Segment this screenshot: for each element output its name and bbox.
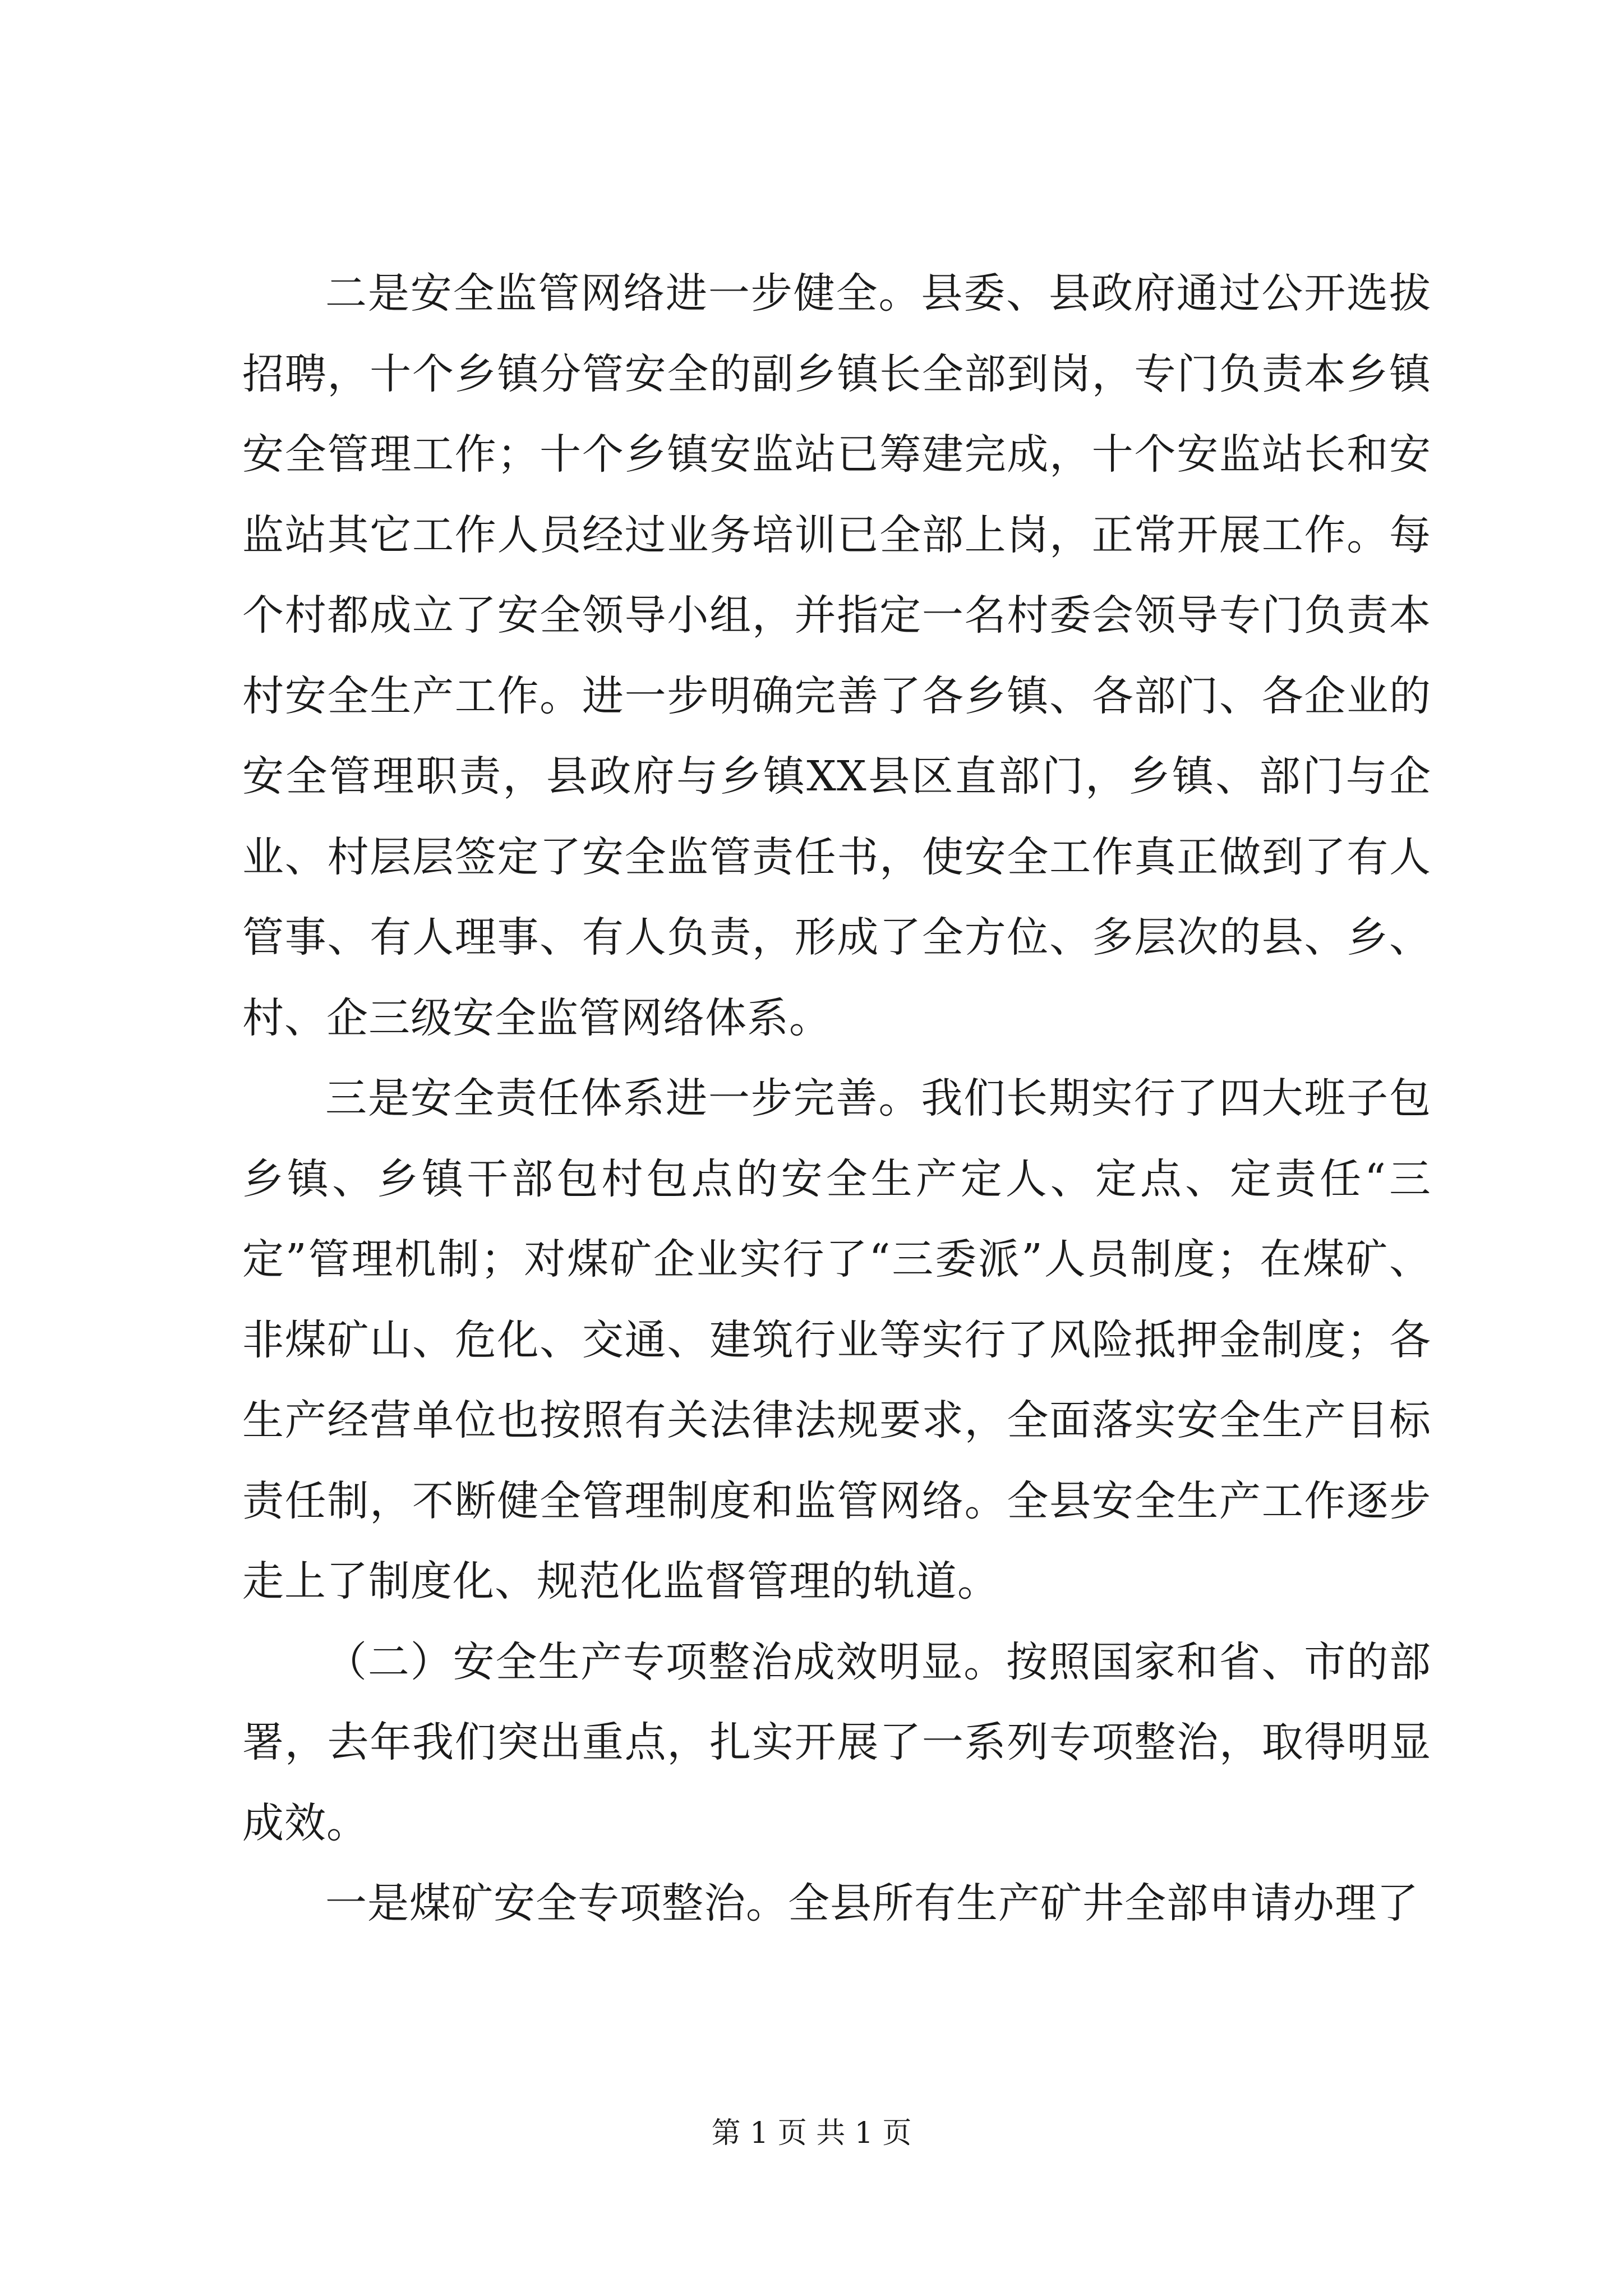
paragraph-network: 二是安全监管网络进一步健全。县委、县政府通过公开选拔招聘，十个乡镇分管安全的副乡镇长全部到岗，专门负责本乡镇安全管理工作；十个乡镇安监站已筹建完成，十个安监站长和安监站其它工作人员经过业务培训已全部上岗，正常开展工作。每个村都成立了安全领导小组，并指定一名村委会领导专门负责本村安全生产工作。进一步明确完善了各乡镇、各部门、各企业的安全管理职责，县政府与乡镇XX县区直部门，乡镇、部门与企业、村层层签定了安全监管责任书，使安全工作真正做到了有人管事、有人理事、有人负责，形成了全方位、多层次的县、乡、村、企三级安全监管网络体系。 [242, 269, 1431, 1042]
paragraph-responsibility: 三是安全责任体系进一步完善。我们长期实行了四大班子包乡镇、乡镇干部包村包点的安全生产定人、定点、定责任“三定”管理机制；对煤矿企业实行了“三委派”人员制度；在煤矿、非煤矿山、危化、交通、建筑行业等实行了风险抵押金制度；各生产经营单位也按照有关法律法规要求，全面落实安全生产目标责任制，不断健全管理制度和监管网络。全县安全生产工作逐步走上了制度化、规范化监督管理的轨道。 [242, 1074, 1431, 1605]
document-body [242, 254, 1431, 1944]
page-footer: 第 1 页 共 1 页 [711, 2116, 912, 2150]
paragraph-coal-mine: 一是煤矿安全专项整治。全县所有生产矿井全部申请办理了 [325, 1879, 1419, 1927]
paragraph-special-rectification: （二）安全生产专项整治成效明显。按照国家和省、市的部署，去年我们突出重点，扎实开展了一系列专项整治，取得明显成效。 [242, 1637, 1431, 1847]
